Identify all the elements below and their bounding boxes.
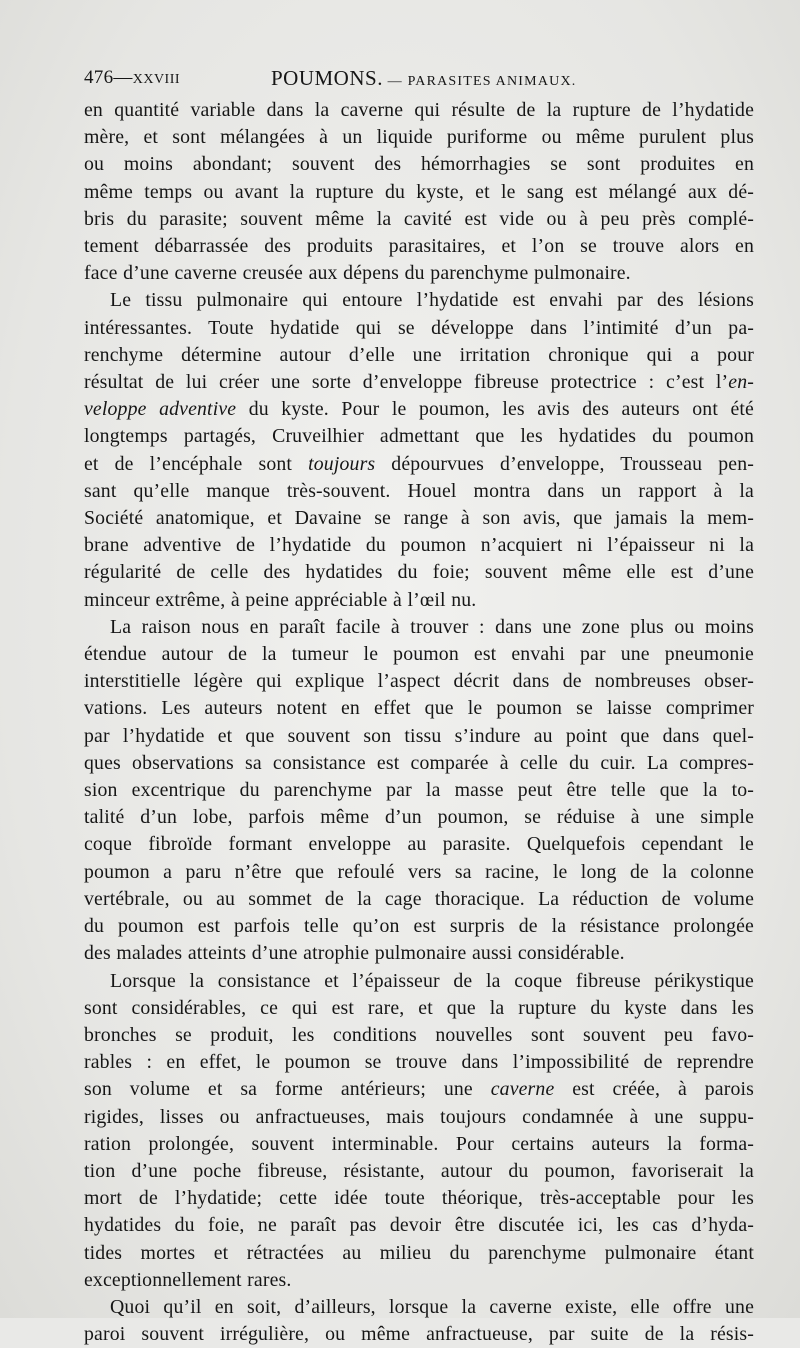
text-line: Le tissu pulmonaire qui entoure l’hydatide est envahi par des lésions: [110, 289, 754, 312]
text-line: même temps ou avant la rupture du kyste, et le sang est mélangé aux dé-: [84, 180, 754, 203]
text-segment: son volume et sa forme antérieurs; une: [84, 1078, 473, 1101]
text-line: mort de l’hydatide; cette idée toute théorique, très-acceptable pour les: [84, 1187, 754, 1210]
text-line: ques observations sa consistance est comparée à celle du cuir. La compres-: [84, 751, 754, 774]
text-line: par l’hydatide et que souvent son tissu s’indure au point que dans quel-: [84, 724, 754, 747]
text-line: tement débarrassée des produits parasitaires, et l’on se trouve alors en: [84, 235, 754, 258]
text-line: brane adventive de l’hydatide du poumon n’acquiert ni l’épaisseur ni la: [84, 534, 754, 557]
italic-term: caverne: [490, 1078, 555, 1101]
text-line: coque fibroïde formant enveloppe au parasite. Quelquefois cependant le: [84, 833, 754, 856]
text-segment: du kyste. Pour le poumon, les avis des auteurs ont été: [236, 398, 754, 421]
text-line: longtemps partagés, Cruveilhier admettant que les hydatides du poumon: [84, 425, 754, 448]
text-line: Quoi qu’il en soit, d’ailleurs, lorsque la caverne existe, elle offre une: [110, 1295, 754, 1318]
italic-term: toujours: [308, 452, 376, 475]
text-line: hydatides du foie, ne paraît pas devoir être discutée ici, les cas d’hyda-: [84, 1214, 754, 1237]
text-line: du poumon est parfois telle qu’on est surpris de la résistance prolongée: [84, 915, 754, 938]
text-line: renchyme détermine autour d’elle une irritation chronique qui a pour: [84, 343, 754, 366]
text-line: rables : en effet, le poumon se trouve dans l’impossibilité de reprendre: [84, 1051, 754, 1074]
text-line: interstitielle légère qui explique l’aspect décrit dans de nombreuses obser-: [84, 670, 754, 693]
text-line: étendue autour de la tumeur le poumon est envahi par une pneumonie: [84, 643, 754, 666]
text-line: tides mortes et rétractées au milieu du parenchyme pulmonaire étant: [84, 1241, 754, 1264]
running-title-dash: —: [382, 74, 408, 89]
text-line: ou moins abondant; souvent des hémorrhagies se sont produites en: [84, 153, 754, 176]
paragraph-1: [84, 97, 754, 287]
text-line: ration prolongée, souvent interminable. Pour certains auteurs la forma-: [84, 1132, 754, 1155]
text-segment: est créée, à parois: [554, 1078, 754, 1101]
text-line: exceptionnellement rares.: [84, 1268, 292, 1291]
text-segment: résultat de lui créer une sorte d’enveloppe fibreuse protectrice : c’est l’: [84, 371, 729, 394]
text-line: tion d’une poche fibreuse, résistante, autour du poumon, favoriserait la: [84, 1159, 754, 1182]
text-line: régularité de celle des hydatides du foie; souvent même elle est d’une: [84, 561, 754, 584]
running-title: [271, 66, 576, 94]
text-line: sion excentrique du parenchyme par la masse peut être telle que la to-: [84, 779, 754, 802]
text-line: sant qu’elle manque très-souvent. Houel montra dans un rapport à la: [84, 479, 754, 502]
text-line: [84, 1076, 754, 1103]
paragraph-4: [84, 968, 754, 1294]
text-line: minceur extrême, à peine appréciable à l’œil nu.: [84, 588, 477, 611]
text-line: La raison nous en paraît facile à trouver : dans une zone plus ou moins: [110, 615, 754, 638]
text-line: talité d’un lobe, parfois même d’un poumon, se réduise à une simple: [84, 806, 754, 829]
text-line: bronches se produit, les conditions nouvelles sont souvent peu favo-: [84, 1023, 754, 1046]
text-line: vations. Les auteurs notent en effet que le poumon se laisse comprimer: [84, 697, 754, 720]
paragraph-3: [84, 614, 754, 968]
text-line: [84, 396, 754, 423]
text-line: en quantité variable dans la caverne qui résulte de la rupture de l’hydatide: [84, 99, 754, 121]
text-segment: dépourvues d’enveloppe, Trousseau pen-: [375, 452, 754, 475]
text-segment: et de l’encéphale sont: [84, 452, 293, 475]
running-title-sub: PARASITES ANIMAUX.: [407, 74, 577, 89]
running-head: [84, 66, 774, 90]
text-line: Lorsque la consistance et l’épaisseur de la coque fibreuse périkystique: [110, 969, 754, 992]
folio-separator: —: [113, 67, 133, 88]
text-line: face d’une caverne creusée aux dépens du parenchyme pulmonaire.: [84, 262, 631, 285]
text-line: Société anatomique, et Davaine se range à son avis, que jamais la mem-: [84, 507, 754, 530]
paragraph-5: [84, 1294, 754, 1348]
text-line: des malades atteints d’une atrophie pulmonaire aussi considérable.: [84, 942, 625, 965]
text-line: mère, et sont mélangées à un liquide puriforme ou même purulent plus: [84, 126, 754, 149]
text-line: poumon a paru n’être que refoulé vers sa racine, le long de la colonne: [84, 860, 754, 883]
italic-term: en-: [728, 371, 754, 394]
page-number: 476: [84, 67, 114, 88]
body-text: [84, 97, 754, 1348]
text-line: [84, 369, 754, 396]
chapter-number: XXVIII: [132, 72, 181, 87]
text-line: rigides, lisses ou anfractueuses, mais toujours condamnée à une suppu-: [84, 1105, 754, 1128]
italic-term: veloppe adventive: [84, 398, 237, 421]
text-line: [84, 451, 754, 478]
running-title-main: POUMONS.: [271, 66, 383, 90]
text-line: bris du parasite; souvent même la cavité est vide ou à peu près complé-: [84, 207, 754, 230]
text-line: vertébrale, ou au sommet de la cage thoracique. La réduction de volume: [84, 887, 754, 910]
text-line: sont considérables, ce qui est rare, et que la rupture du kyste dans les: [84, 996, 754, 1019]
paragraph-2: [84, 287, 754, 613]
text-line: intéressantes. Toute hydatide qui se développe dans l’intimité d’un pa-: [84, 316, 754, 339]
text-line: paroi souvent irrégulière, ou même anfractueuse, par suite de la résis-: [84, 1323, 754, 1346]
folio: [84, 66, 180, 92]
